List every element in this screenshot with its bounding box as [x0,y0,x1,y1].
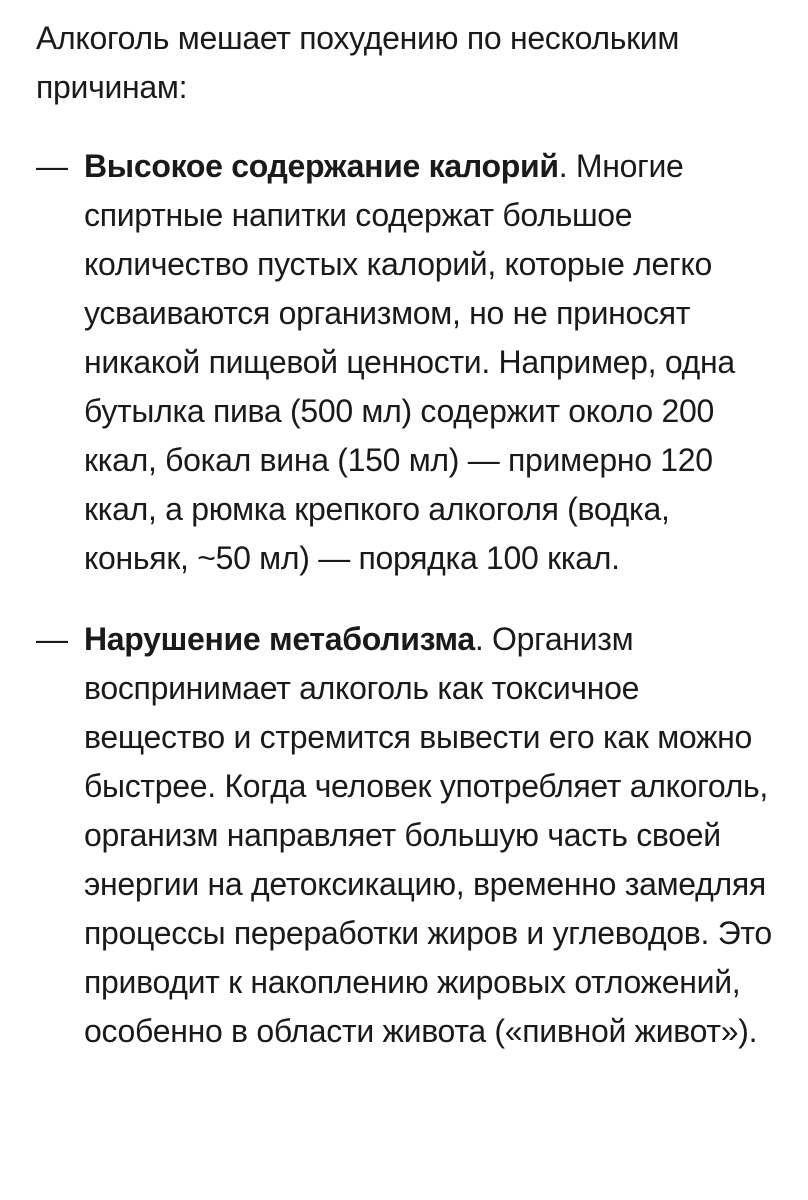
list-item-text: . Многие спиртные напитки содержат большое количество пустых калорий, которые легко усваиваются организмом, но не приносят никакой пищевой ценности. Например, одна бутылка пива (500 мл) содержит около 200 ккал, бокал вина (150 мл) — примерно 120 ккал, а рюмка крепкого алкоголя (водка, коньяк, ~50 мл) — порядка 100 ккал. [84,148,735,576]
list-item [36,615,778,1056]
list-item-term: Высокое содержание калорий [84,148,559,184]
list-item [36,142,778,583]
dash-marker: — [36,621,68,657]
list-item-term: Нарушение метаболизма [84,621,475,657]
reasons-list [36,142,778,1056]
list-item-text: . Организм воспринимает алкоголь как токсичное вещество и стремится вывести его как можно быстрее. Когда человек употребляет алкоголь, организм направляет большую часть своей энергии на детоксикацию, временно замедляя процессы переработки жиров и углеводов. Это приводит к накоплению жировых отложений, особенно в области живота («пивной живот»). [84,621,772,1049]
intro-paragraph: Алкоголь мешает похудению по нескольким причинам: [36,20,680,105]
dash-marker: — [36,148,68,184]
